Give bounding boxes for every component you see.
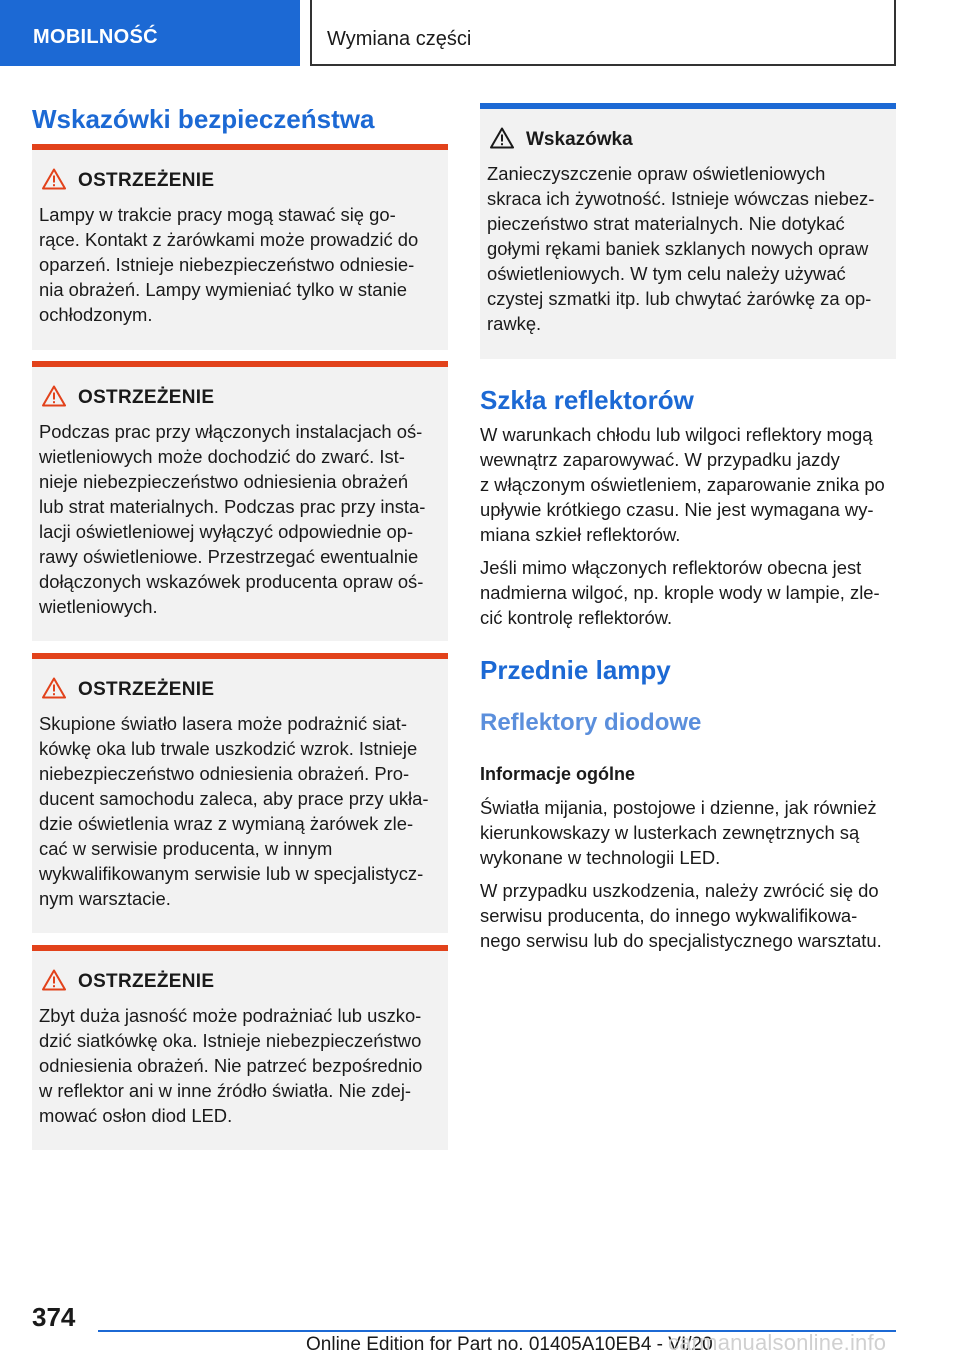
note-text: Zanieczyszczenie opraw oświetleniowych skraca ich żywotność. Istnieje wówczas niebez- pieczeństwo strat materialnych. Nie dotykać gołymi rękami baniek szklanych nowych opraw oświetleniowych. W tym celu należy używać czystej szmatki itp. lub chwytać żarówkę za op- rawkę.: [487, 163, 875, 334]
warning-text: Zbyt duża jasność może podrażniać lub uszko- dzić siatkówkę oka. Istnieje niebezpieczeństwo odniesienia obrażeń. Nie patrzeć bezpośrednio w reflektor ani w inne źródło światła. Nie zdej- mować osłon diod LED.: [39, 1005, 423, 1126]
general-info-heading: Informacje ogólne: [480, 764, 636, 784]
info-notice: [480, 103, 896, 359]
section-label: MOBILNOŚĆ: [33, 26, 158, 48]
chapter-label: Wymiana części: [327, 28, 472, 50]
page-number: 374: [32, 1302, 76, 1332]
warning-title: OSTRZEŻENIE: [78, 679, 215, 700]
warning-triangle-icon: [42, 385, 66, 407]
led-paragraph-2: W przypadku uszkodzenia, należy zwrócić się do serwisu producenta, do innego wykwalifikowa- nego serwisu lub do specjalistycznego warsztatu.: [480, 880, 882, 951]
edition-text: Online Edition for Part no. 01405A10EB4 - VI/20: [306, 1334, 713, 1355]
safety-title: Wskazówki bezpieczeństwa: [32, 104, 375, 134]
warning-triangle-icon: [490, 127, 514, 149]
front-lamps-title: Przednie lampy: [480, 655, 671, 685]
warning-text: Podczas prac przy włączonych instalacjach oś- wietleniowych może dochodzić do zwarć. Ist- nieje niebezpieczeństwo odniesienia obrażeń lub strat materialnych. Podczas prac przy insta- lacji oświetleniowej wyłączyć odpowiednie op- rawy oświetleniowe. Przestrzegać ewentualnie dołączonych wskazówek producenta opraw oś- wietleniowych.: [39, 421, 426, 617]
glass-paragraph-1: W warunkach chłodu lub wilgoci reflektory mogą wewnątrz zaparowywać. W przypadku jazdy z włączonym oświetleniem, zaparowanie znika po upływie krótkiego czasu. Nie jest wymagana wy- miana szkieł reflektorów.: [480, 424, 885, 545]
warning-notice-1: [32, 144, 448, 350]
chapter-tab: [310, 0, 896, 66]
warning-notice-2: [32, 361, 448, 641]
section-tab: [0, 0, 300, 66]
glass-title: Szkła reflektorów: [480, 385, 694, 415]
warning-notice-3: [32, 653, 448, 933]
led-headlights-subtitle: Reflektory diodowe: [480, 709, 702, 736]
warning-triangle-icon: [42, 168, 66, 190]
note-title: Wskazówka: [526, 129, 633, 150]
warning-text: Skupione światło lasera może podrażnić siat- kówkę oka lub trwale uszkodzić wzrok. Istnieje niebezpieczeństwo odniesienia obrażeń. Pro- ducent samochodu zaleca, aby prace przy ukła- dzie oświetlenia wraz z wymianą żarówek zle- cać w serwisie producenta, w innym wykwalifikowanym serwisie lub w specjalistycz- nym warsztacie.: [39, 713, 429, 909]
warning-title: OSTRZEŻENIE: [78, 971, 215, 992]
watermark-text: carmanualsonline.info: [668, 1330, 887, 1355]
glass-paragraph-2: Jeśli mimo włączonych reflektorów obecna jest nadmierna wilgoć, np. krople wody w lampie, zle- cić kontrolę reflektorów.: [480, 557, 880, 628]
warning-title: OSTRZEŻENIE: [78, 170, 215, 191]
warning-triangle-icon: [42, 677, 66, 699]
warning-triangle-icon: [42, 969, 66, 991]
warning-title: OSTRZEŻENIE: [78, 387, 215, 408]
led-paragraph-1: Światła mijania, postojowe i dzienne, jak również kierunkowskazy w lusterkach zewnętrznych są wykonane w technologii LED.: [480, 797, 877, 868]
warning-text: Lampy w trakcie pracy mogą stawać się go- rące. Kontakt z żarówkami może prowadzić do oparzeń. Istnieje niebezpieczeństwo odniesie- nia obrażeń. Lampy wymieniać tylko w stanie ochłodzonym.: [39, 204, 419, 325]
warning-notice-4: [32, 945, 448, 1150]
